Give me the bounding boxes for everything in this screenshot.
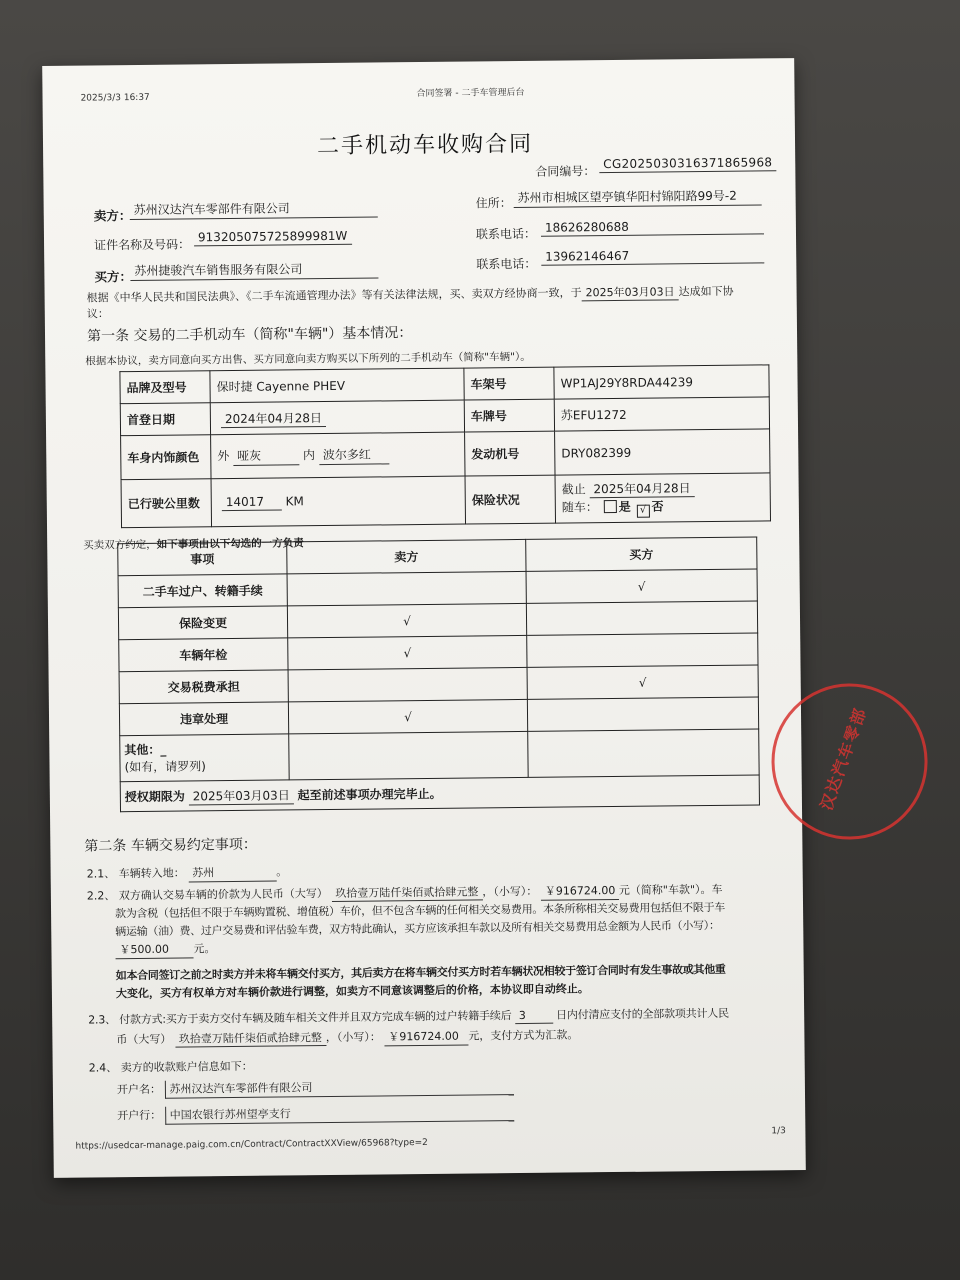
interior-color: 波尔多红 [319, 445, 389, 465]
payment-upper: 玖拾壹万陆仟柒佰贰拾肆元整 [175, 1031, 326, 1048]
agreement-date: 2025年03月03日 [582, 285, 679, 301]
payment-number: ￥916724.00 [384, 1028, 468, 1047]
color-label: 车身内饰颜色 [121, 435, 211, 480]
preamble-tail-2: 议： [86, 307, 109, 321]
clause-2-2-line3: 辆运输（油）费、过户交易费和评估验车费，双方特此确认，买方应该承担车款以及所有相关交易费用总金额为人民币（小写）： [115, 918, 720, 939]
clause-text: 元，支付方式为汇款。 [468, 1028, 579, 1043]
other-seller-cell[interactable] [289, 731, 528, 780]
buyer-check[interactable] [526, 601, 757, 635]
clause-no: 2.1、 [86, 867, 116, 881]
buyer-name: 苏州捷骏汽车销售服务有限公司 [130, 259, 378, 281]
seller-phone-label: 联系电话： [475, 226, 537, 242]
yes-label: 是 [618, 499, 631, 514]
clause-2-1: 2.1、 车辆转入地： 苏州 。 [86, 865, 288, 881]
duty-item: 车辆年检 [119, 638, 288, 672]
duty-table [117, 537, 760, 813]
clause-2-3-line2 [116, 1026, 578, 1049]
buyer-check[interactable] [527, 633, 758, 667]
payment-days: 3 [515, 1009, 553, 1024]
bold-clause-line2: 大变化，买方有权单方对车辆价款进行调整，如卖方不同意该调整后的价格，本协议即自动终止。 [115, 982, 589, 1001]
reg-date-label: 首登日期 [120, 403, 210, 436]
seller-address: 苏州市相城区望亭镇华阳村锦阳路99号-2 [514, 186, 762, 208]
clause-text: 车辆转入地： [118, 866, 185, 881]
clause-2-3 [88, 1005, 729, 1029]
other-note: (如有，请罗列) [124, 758, 206, 774]
company-seal [771, 683, 929, 841]
no-checkbox[interactable]: √ [637, 504, 650, 517]
page-title: 二手机动车收购合同 [316, 131, 534, 160]
destination: 苏州 [188, 864, 276, 883]
clause-text: 卖方的收款账户信息如下： [120, 1059, 253, 1075]
clause-no: 2.2、 [86, 889, 116, 903]
print-time: 2025/3/3 16:37 [80, 92, 150, 104]
clause-no: 2.3、 [88, 1013, 116, 1027]
page-number: 1/3 [771, 1126, 786, 1137]
col-buyer: 买方 [526, 537, 757, 571]
exterior-prefix: 外 [217, 449, 230, 464]
contract-no-label: 合同编号： [535, 164, 596, 179]
clause-text: ，（小写）： [325, 1030, 381, 1045]
duty-item: 保险变更 [118, 606, 287, 640]
duty-intro-a: 买卖双方约定， [83, 538, 157, 552]
buyer-phone-label: 联系电话： [476, 256, 537, 272]
col-seller: 卖方 [287, 539, 526, 574]
article-1-intro: 根据本协议，卖方同意向买方出售、买方同意向卖方购买以下所列的二手机动车（简称"车辆"）。 [85, 350, 531, 368]
no-label: 否 [651, 498, 664, 514]
engine-number: DRY082399 [555, 429, 770, 475]
address-label: 住所： [475, 196, 512, 211]
other-buyer-cell[interactable] [528, 729, 759, 777]
account-name-label: 开户名： [116, 1082, 161, 1097]
deadline-label: 授权期限为 [124, 789, 185, 805]
clause-text: 付款方式:买方于卖方交付车辆及随车相关文件并且双方完成车辆的过户转籍手续后 [119, 1009, 512, 1027]
clause-text: 双方确认交易车辆的价款为人民币（大写） [118, 887, 328, 903]
seller-check[interactable]: √ [288, 699, 527, 734]
other-label: 其他：_ [124, 742, 167, 757]
insurance-until-date: 2025年04月28日 [589, 481, 694, 498]
seller-check[interactable] [288, 667, 527, 702]
mileage-label: 已行驶公里数 [121, 479, 211, 528]
bank-row [117, 1103, 514, 1125]
insurance-label: 保险状况 [465, 475, 555, 524]
duty-item: 二手车过户、转籍手续 [118, 574, 287, 608]
clause-text: 日内付清应支付的全部款项共计人民 [556, 1006, 729, 1022]
buyer-check[interactable]: √ [526, 569, 757, 603]
brand-model: 保时捷 Cayenne PHEV [210, 368, 464, 403]
seller-phone: 18626280688 [541, 218, 764, 236]
clause-2-2-line4 [115, 940, 215, 959]
vin-label: 车架号 [464, 367, 554, 400]
id-doc-number: 913205075725899981W [194, 229, 352, 247]
with-car-row [562, 496, 769, 518]
seller-check[interactable]: √ [287, 603, 526, 638]
clause-text: 元。 [193, 942, 216, 956]
account-name-row [117, 1077, 514, 1099]
preamble-tail: 达成如下协 [678, 284, 734, 299]
clause-text: 币（大写） [116, 1032, 172, 1047]
id-doc-label: 证件名称及号码： [94, 237, 191, 253]
article-2-title: 第二条 车辆交易约定事项： [84, 836, 257, 855]
contract-no: CG20250303163718​65968 [599, 155, 776, 173]
reg-date: 2024年04月28日 [221, 411, 326, 428]
mileage-value: 14017 [222, 494, 282, 511]
account-name: 苏州汉达汽车零部件有限公司 [164, 1077, 513, 1099]
insurance-until-prefix: 截止 [561, 481, 586, 497]
bank-name: 中国农银行苏州望亭支行 [165, 1103, 514, 1125]
deadline-date: 2025年03月03日 [189, 788, 294, 805]
buyer-check[interactable] [527, 697, 758, 731]
clause-2-4 [89, 1058, 253, 1076]
duty-item: 违章处理 [119, 702, 288, 736]
deadline-tail: 起至前述事项办理完毕止。 [297, 786, 442, 803]
plate-number: 苏EFU1272 [554, 397, 769, 431]
buyer-label: 买方： [94, 269, 133, 285]
price-upper: 玖拾壹万陆仟柒佰贰拾肆元整 [331, 885, 482, 902]
seller-label: 卖方： [93, 208, 132, 224]
seller-name: 苏州汉达汽车零部件有限公司 [130, 198, 378, 220]
plate-label: 车牌号 [464, 399, 554, 432]
clause-text: ，（小写）： [482, 884, 538, 899]
duty-intro-b: 如下事项由以下勾选的一方负责 [156, 537, 304, 551]
clause-2-2-line2: 款为含税（包括但不限于车辆购置税、增值税）车价，但不包含车辆的任何相关交易费用。本条所称相关交易费用包括但不限于车 [115, 900, 726, 921]
buyer-check[interactable]: √ [527, 665, 758, 699]
preamble-text: 根据《中华人民共和国民法典》、《二手车流通管理办法》等有关法律法规，买、卖双方经协商一致，于 [86, 286, 582, 305]
seller-check[interactable]: √ [288, 635, 527, 670]
vin-number: WP1AJ29Y8RDA44239 [554, 365, 769, 399]
bank-label: 开户行： [117, 1108, 162, 1123]
color-values [211, 432, 465, 479]
site-title: 合同签署 - 二手车管理后台 [416, 87, 525, 100]
clause-text: 元（简称"车款"）。车 [618, 882, 723, 897]
duty-item: 交易税费承担 [119, 670, 288, 704]
seller-check[interactable] [287, 571, 526, 606]
seal-text: 汉达汽车零部 [816, 704, 871, 813]
col-item: 事项 [118, 542, 287, 576]
contract-page [42, 58, 871, 1178]
preamble [87, 283, 734, 306]
vehicle-info-table [119, 364, 771, 528]
buyer-phone: 13962146467 [541, 247, 764, 265]
fee-amount: ￥500.00 [115, 940, 193, 959]
yes-checkbox[interactable] [604, 499, 617, 512]
with-car-label: 随车： [561, 499, 598, 515]
mileage-unit: KM [285, 493, 304, 508]
clause-no: 2.4、 [88, 1061, 118, 1075]
exterior-color: 哑灰 [233, 446, 299, 466]
brand-label: 品牌及型号 [120, 371, 210, 404]
engine-label: 发动机号 [465, 431, 555, 476]
bold-clause-line1: 如本合同签订之前之时卖方并未将车辆交付买方，其后卖方在将车辆交付买方时若车辆状况相较于签订合同时有发生事故或其他重 [115, 962, 726, 983]
interior-prefix: 内 [302, 448, 316, 463]
footer-url: https://usedcar-manage.paig.com.cn/Contract/ContractXXView/65968?type=2 [75, 1137, 428, 1152]
price-number: ￥916724.00 [541, 882, 619, 901]
insurance-until [562, 478, 769, 498]
article-1-title: 第一条 交易的二手机动车（简称"车辆"）基本情况： [86, 325, 413, 345]
